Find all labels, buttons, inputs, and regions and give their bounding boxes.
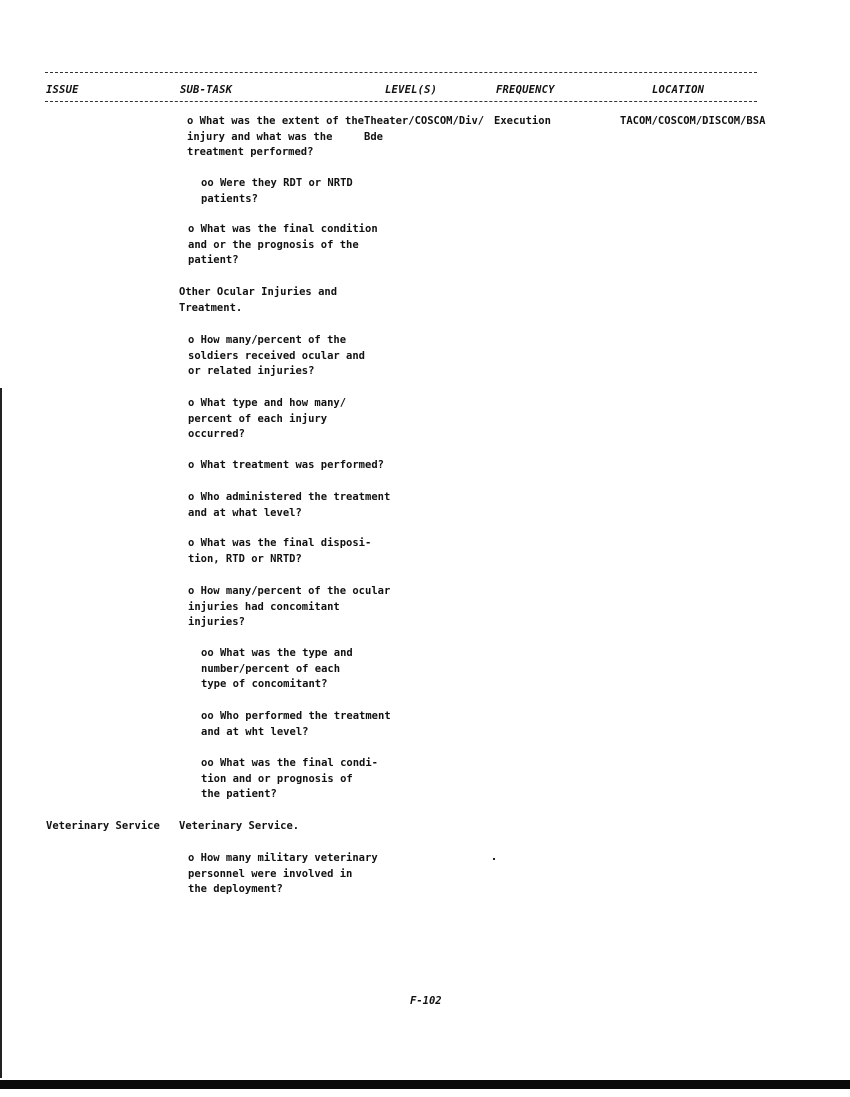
subtask-heading: Other Ocular Injuries and Treatment. — [179, 286, 338, 314]
header-location: LOCATION — [652, 84, 705, 96]
header-issue: ISSUE — [46, 84, 79, 96]
subtask-item: oo Were they RDT or NRTD patients? — [201, 177, 353, 205]
top-rule — [45, 72, 757, 73]
scan-bottom-bar — [0, 1080, 850, 1089]
subtask-item: oo What was the final condi- tion and or prognosis of the patient? — [201, 757, 379, 800]
header-rule — [45, 101, 757, 102]
subtask-item: o Who administered the treatment and at what level? — [188, 491, 391, 519]
subtask-item: oo What was the type and number/percent of each type of concomitant? — [201, 647, 353, 690]
page-number: F-102 — [410, 995, 442, 1007]
header-levels: LEVEL(S) — [385, 84, 438, 96]
header-frequency: FREQUENCY — [496, 84, 555, 96]
issue-veterinary: Veterinary Service — [46, 820, 160, 832]
subtask-item: o What type and how many/ percent of each injury occurred? — [188, 397, 347, 440]
subtask-item: o What was the final condition and or the prognosis of the patient? — [188, 223, 378, 266]
subtask-heading: Veterinary Service. — [179, 820, 300, 832]
subtask-item: o How many/percent of the soldiers received ocular and or related injuries? — [188, 334, 366, 377]
scan-left-edge — [0, 388, 2, 1078]
location-cell: TACOM/COSCOM/DISCOM/BSA — [620, 115, 766, 127]
stray-mark — [493, 858, 495, 860]
subtask-item: o How many/percent of the ocular injuries had concomitant injuries? — [188, 585, 391, 628]
subtask-item: o What treatment was performed? — [188, 459, 384, 471]
level-cell: Theater/COSCOM/Div/ Bde — [364, 115, 485, 143]
subtask-item: o What was the final disposi- tion, RTD or NRTD? — [188, 537, 372, 565]
subtask-item: o How many military veterinary personnel were involved in the deployment? — [188, 852, 378, 895]
subtask-item: oo Who performed the treatment and at wht level? — [201, 710, 391, 738]
subtask-item: o What was the extent of the injury and what was the treatment performed? — [187, 115, 365, 158]
frequency-cell: Execution — [494, 115, 551, 127]
header-subtask: SUB-TASK — [180, 84, 233, 96]
